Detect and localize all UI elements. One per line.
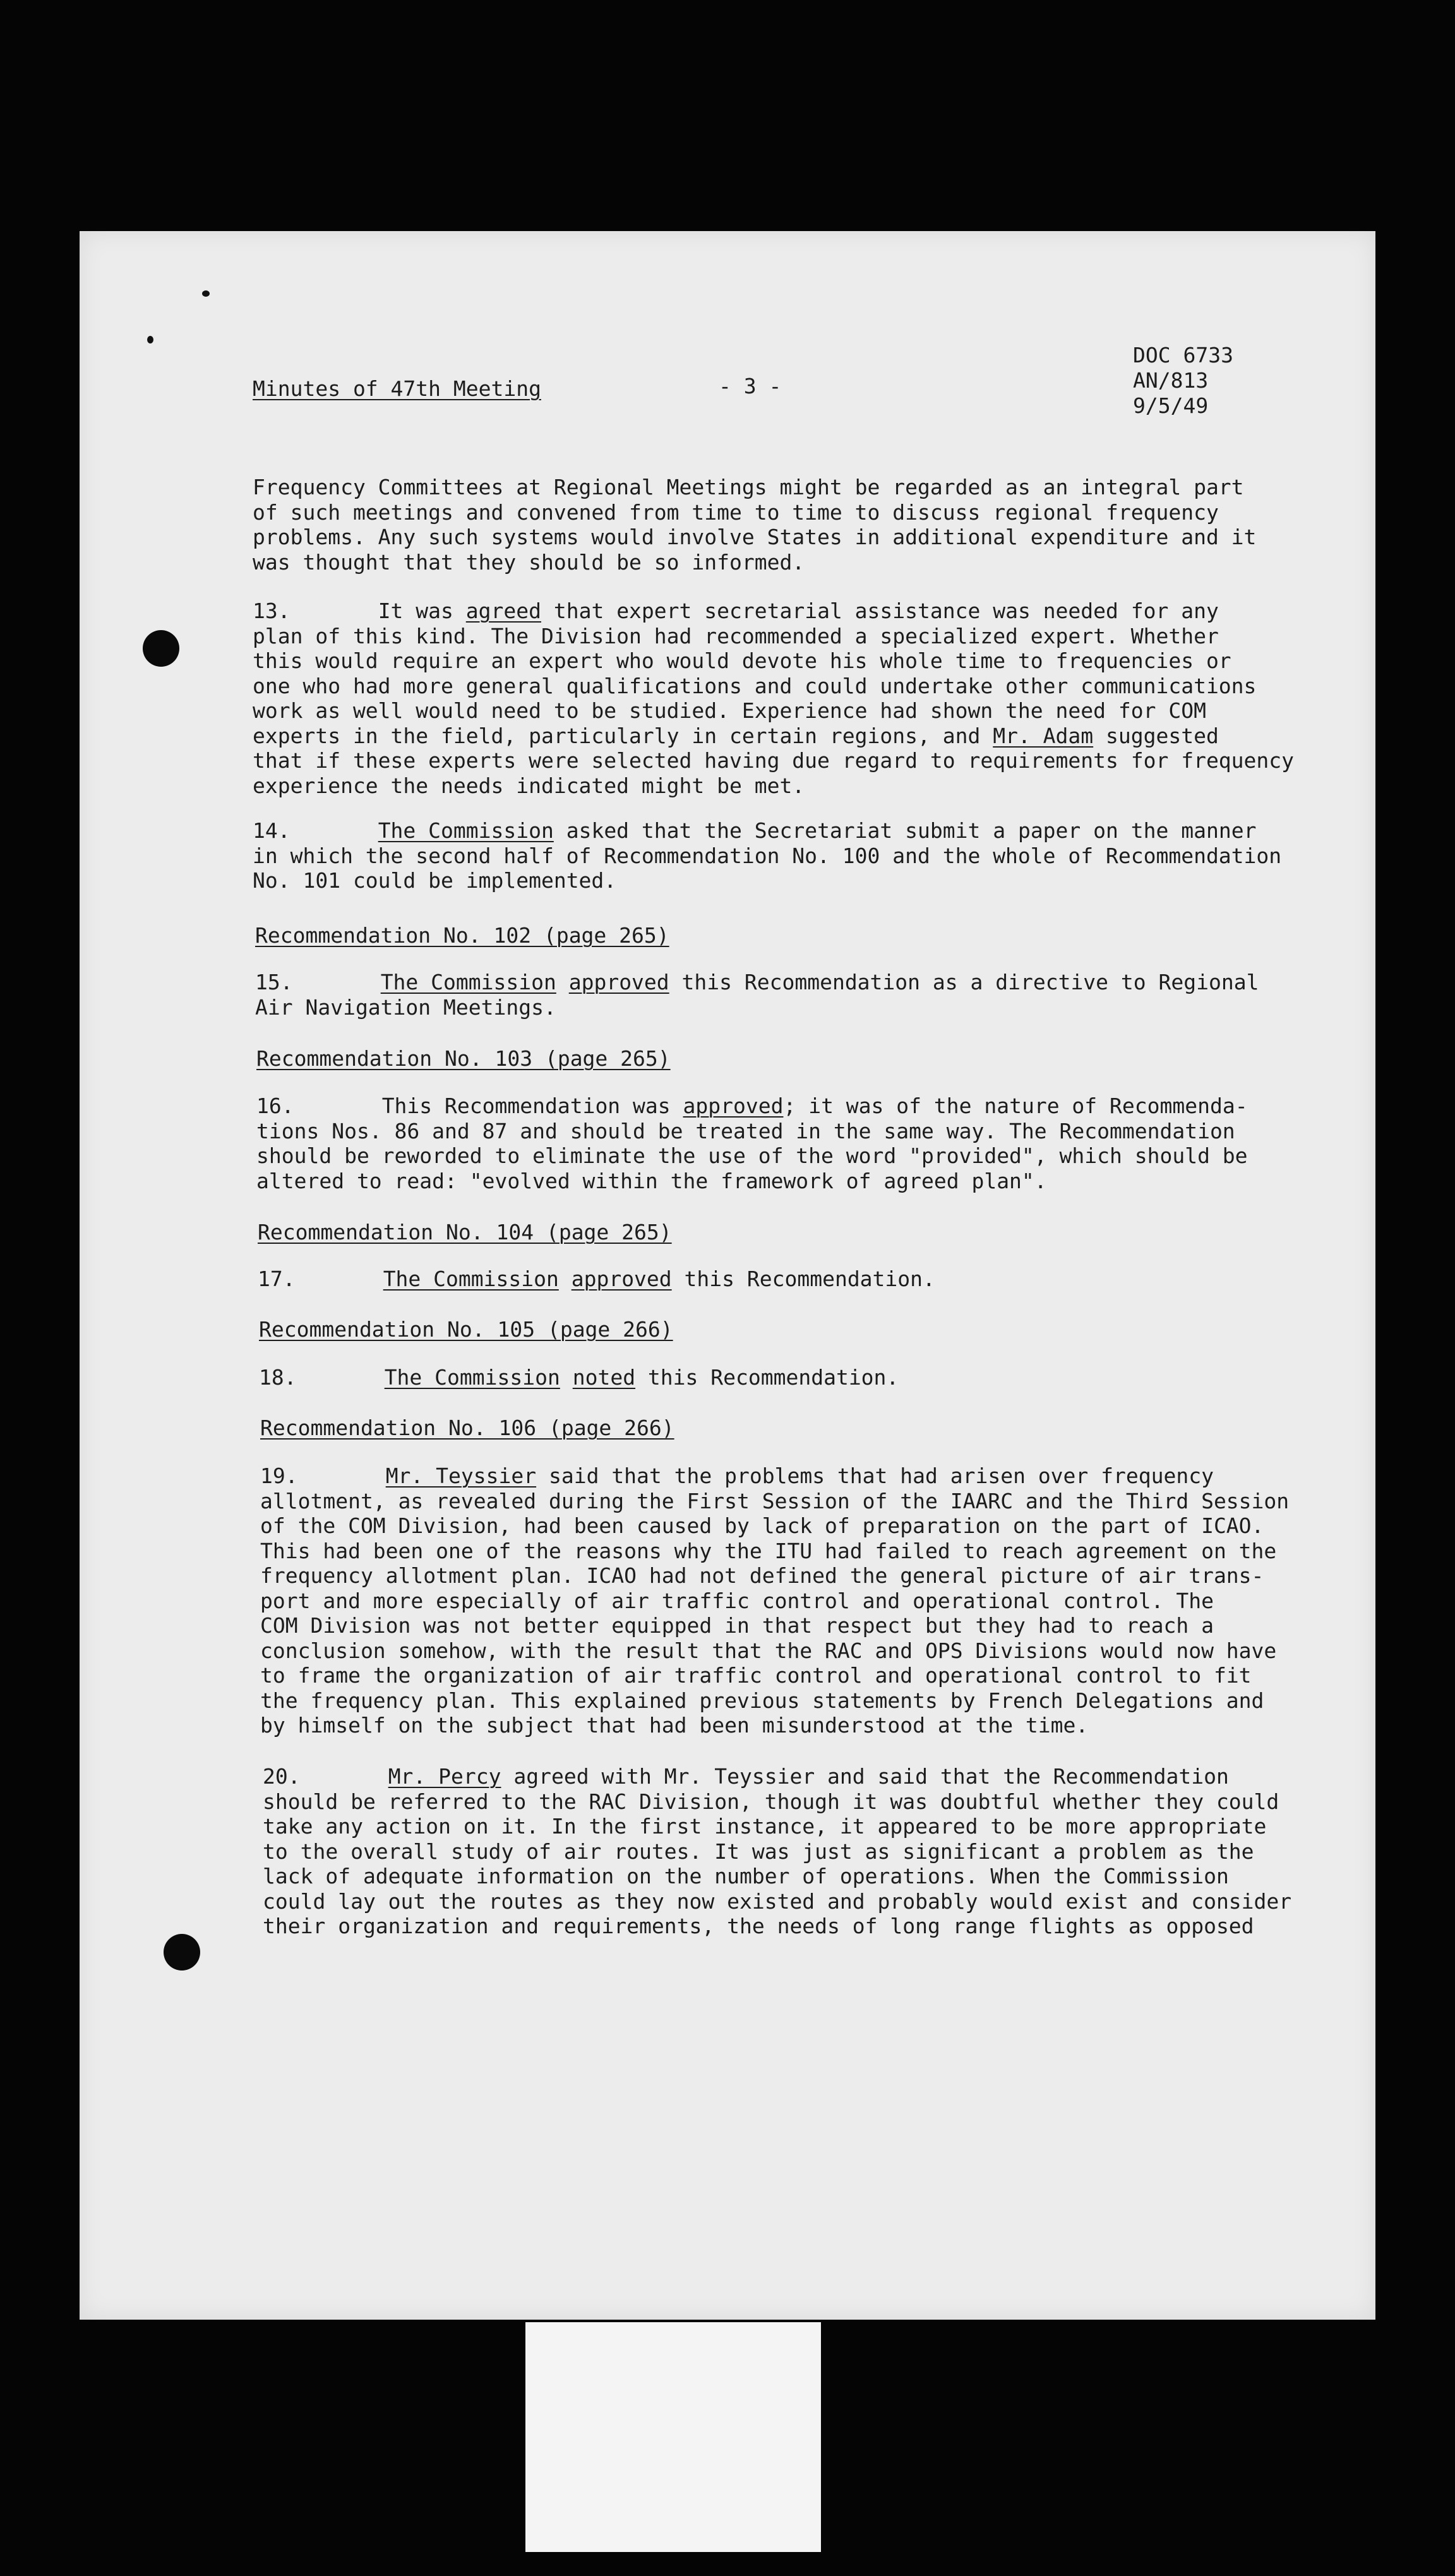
speck — [147, 336, 153, 343]
paragraph-13: 13. It was agreed that expert secretarial assistance was needed for any plan of this kind. The Division had recommended a specialized expert. Whether this would require an expert who would devote his whole time to frequencies or one who had more general qualifications and could undertake other communications work as well would need to be studied. Experience had shown the need for COM experts in the field, particularly in certain regions, and Mr. Adam suggested that if these experts were selected having due regard to requirements for frequency experience the needs indicated might be met. — [253, 599, 1295, 798]
heading-rec-105: Recommendation No. 105 (page 266) — [259, 1317, 673, 1342]
header-title: Minutes of 47th Meeting — [253, 376, 541, 401]
paragraph-19: 19. Mr. Teyssier said that the problems that had arisen over frequency allotment, as revealed during the First Session of the IAARC and the Third Session of the COM Division, had been caused by lack of preparation on the part of ICAO. This had been one of the reasons why the ITU had failed to reach agreement on the frequency allotment plan. ICAO had not defined the general picture of air trans- port and more especially of air traffic control and operational control. The COM Division was not better equipped in that respect but they had to reach a conclusion somehow, with the result that the RAC and OPS Divisions would now have to frame the organization of air traffic control and operational control to fit the frequency plan. This explained previous statements by French Delegations and by himself on the subject that had been misunderstood at the time. — [260, 1464, 1290, 1738]
scan-tab — [525, 2322, 821, 2552]
paragraph-15: 15. The Commission approved this Recommendation as a directive to Regional Air Navigation Meetings. — [255, 970, 1259, 1020]
doc-ref-1: DOC 6733 — [1133, 343, 1233, 367]
paragraph-18: 18. The Commission noted this Recommendation. — [259, 1365, 899, 1390]
heading-rec-102: Recommendation No. 102 (page 265) — [255, 923, 669, 948]
speck — [202, 290, 210, 297]
paragraph-14: 14. The Commission asked that the Secretariat submit a paper on the manner in which the second half of Recommendation No. 100 and the whole of Recommendation No. 101 could be implemented. — [253, 818, 1282, 893]
doc-ref-2: AN/813 — [1133, 368, 1209, 393]
punch-hole-bottom — [164, 1934, 200, 1971]
heading-rec-106: Recommendation No. 106 (page 266) — [260, 1416, 674, 1440]
paragraph-16: 16. This Recommendation was approved; it was of the nature of Recommenda- tions Nos. 86 and 87 and should be treated in the same way. The Recommendation should be reworded to eliminate the use of the word "provided", which should be altered to read: "evolved within the framework of agreed plan". — [256, 1094, 1248, 1193]
heading-rec-104: Recommendation No. 104 (page 265) — [258, 1220, 672, 1244]
punch-hole-top — [143, 630, 179, 667]
paragraph-20: 20. Mr. Percy agreed with Mr. Teyssier and said that the Recommendation should be referred to the RAC Division, though it was doubtful whether they could take any action on it. In the first instance, it appeared to be more appropriate to the overall study of air routes. It was just as significant a problem as the lack of adequate information on the number of operations. When the Commission could lay out the routes as they now existed and probably would exist and consider their organization and requirements, the needs of long range flights as opposed — [263, 1764, 1292, 1938]
heading-rec-103: Recommendation No. 103 (page 265) — [256, 1046, 671, 1071]
page-number: - 3 - — [719, 374, 782, 398]
doc-ref-3: 9/5/49 — [1133, 393, 1209, 418]
paragraph-17: 17. The Commission approved this Recommendation. — [258, 1267, 935, 1291]
intro-paragraph: Frequency Committees at Regional Meetings might be regarded as an integral part of such meetings and convened from time to time to discuss regional frequency problems. Any such systems would involve States in additional expenditure and it was thought that they should be so informed. — [253, 475, 1257, 575]
